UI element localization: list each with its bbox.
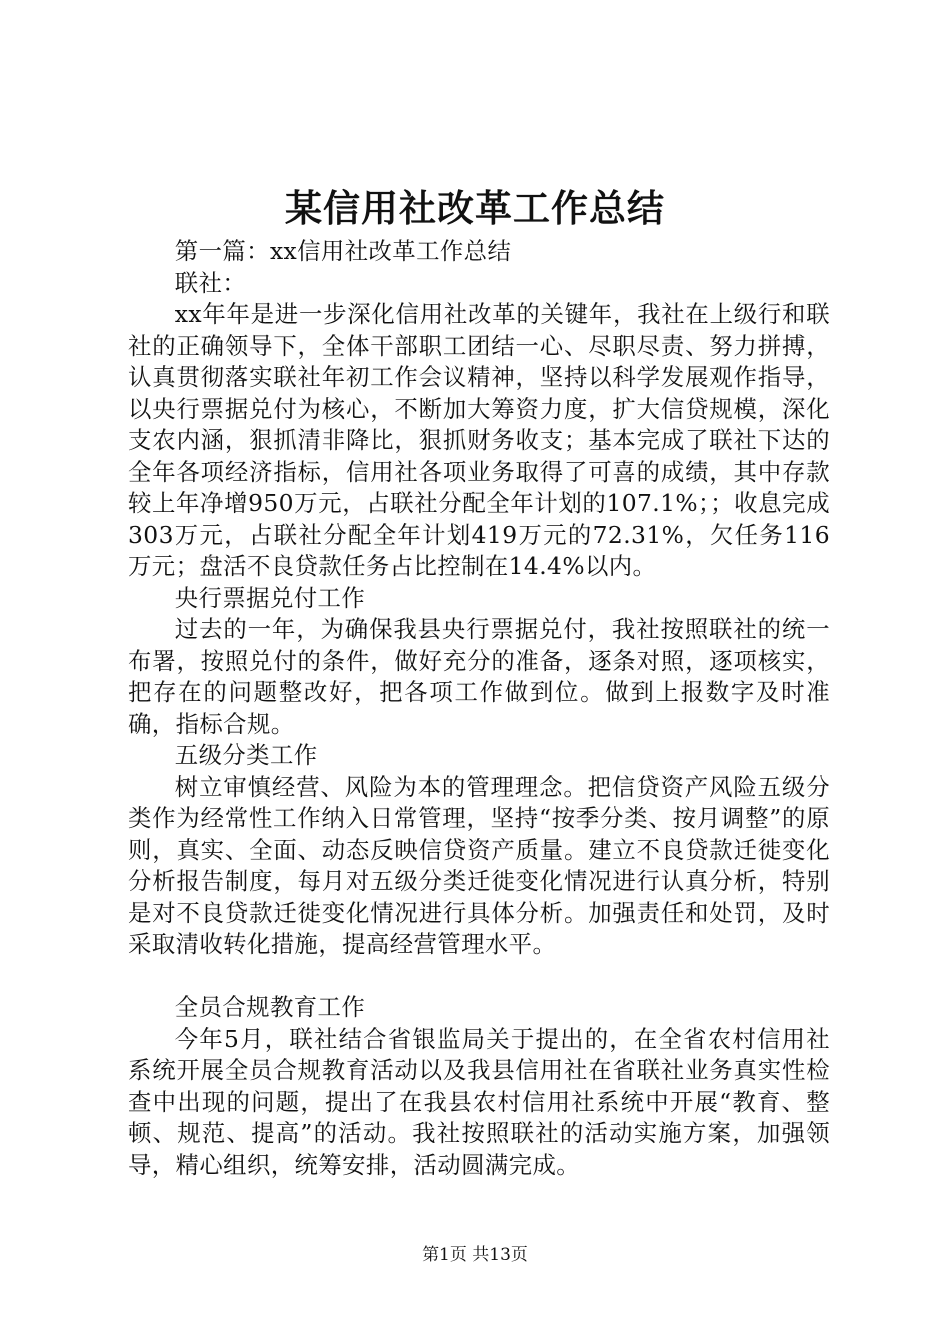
subsection-heading: 全员合规教育工作 — [174, 993, 366, 1021]
subsection-heading: 央行票据兑付工作 — [174, 583, 366, 612]
page-number: 第1页 共13页 — [422, 1245, 528, 1265]
blank-line — [128, 961, 830, 993]
body-paragraph: 过去的一年，为确保我县央行票据兑付，我社按照联社的统一布署，按照兑付的条件，做好充分的准备，逐条对照，逐项核实，把存在的问题整改好，把各项工作做到位。做到上报数字及时准确，指标合规。 — [128, 615, 830, 738]
document-title: 某信用社改革工作总结 — [285, 186, 665, 230]
section-heading: 第一篇：xx信用社改革工作总结 — [174, 237, 512, 265]
body-paragraph: 今年5月，联社结合省银监局关于提出的，在全省农村信用社系统开展全员合规教育活动以及我县信用社在省联社业务真实性检查中出现的问题，提出了在我县农村信用社系统中开展“教育、整顿、规范、提高”的活动。我社按照联社的活动实施方案，加强领导，精心组织，统筹安排，活动圆满完成。 — [128, 1024, 830, 1179]
body-paragraph: 树立审慎经营、风险为本的管理理念。把信贷资产风险五级分类作为经常性工作纳入日常管理，坚持“按季分类、按月调整”的原则，真实、全面、动态反映信贷资产质量。建立不良贷款迁徙变化分析报告制度，每月对五级分类迁徙变化情况进行认真分析，特别是对不良贷款迁徙变化情况进行具体分析。加强责任和处罚，及时采取清收转化措施，提高经营管理水平。 — [128, 772, 830, 958]
subsection-heading: 五级分类工作 — [174, 741, 318, 769]
body-paragraph: xx年年是进一步深化信用社改革的关键年，我社在上级行和联社的正确领导下，全体干部职工团结一心、尽职尽责、努力拼搏，认真贯彻落实联社年初工作会议精神，坚持以科学发展观作指导，以央行票据兑付为核心，不断加大筹资力度，扩大信贷规模，深化支农内涵，狠抓清非降比，狠抓财务收支；基本完成了联社下达的全年各项经济指标，信用社各项业务取得了可喜的成绩，其中存款较上年净增950万元，占联社分配全年计划的107.1%；；收息完成303万元，占联社分配全年计划419万元的72.31%，欠任务116万元；盘活不良贷款任务占比控制在14.4%以内。 — [128, 300, 830, 580]
document-body — [128, 236, 830, 1181]
salutation: 联社： — [174, 268, 247, 297]
